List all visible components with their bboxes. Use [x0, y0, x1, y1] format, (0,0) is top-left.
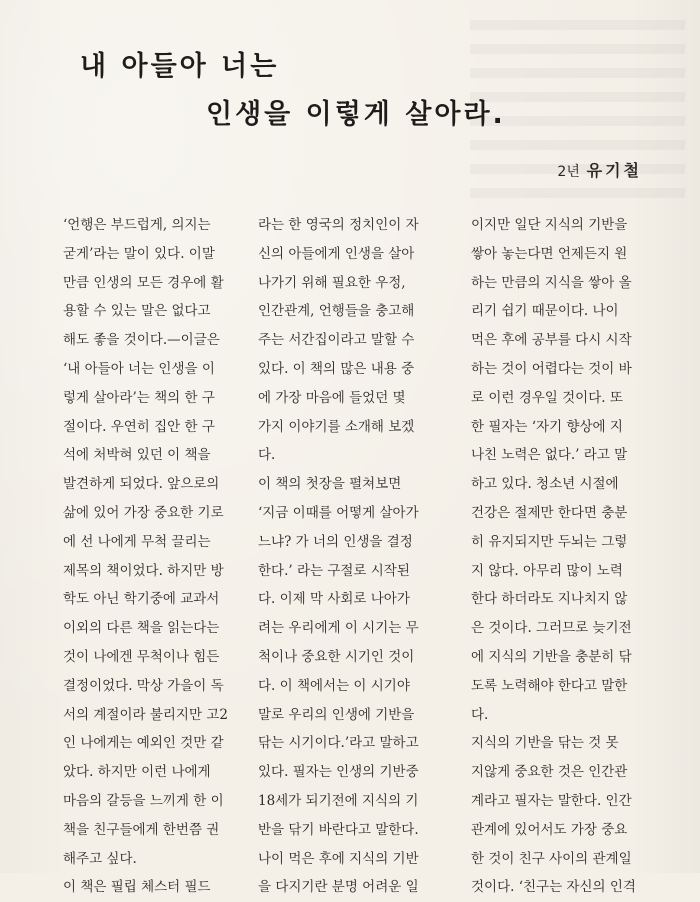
- text-line: 로 이런 경우일 것이다. 또: [471, 389, 623, 406]
- article-title-line-1: 내 아들아 너는: [80, 51, 280, 82]
- text-line: 것이 나에겐 무척이나 힘든: [63, 648, 220, 665]
- text-line: 굳게’라는 말이 있다. 이말: [63, 245, 215, 262]
- author-byline: [557, 158, 642, 181]
- text-line: 다. 이 책에서는 이 시기야: [258, 677, 410, 694]
- author-grade: 2년: [557, 164, 580, 180]
- text-line: 제목의 책이었다. 하지만 방: [63, 562, 224, 579]
- text-line: 히 유지되지만 두뇌는 그렇: [471, 533, 628, 550]
- text-line: 느냐? 가 너의 인생을 결정: [258, 533, 413, 550]
- text-line: 한 것이 친구 사이의 관계일: [471, 850, 632, 867]
- text-line: 았다. 하지만 이런 나에게: [63, 764, 211, 781]
- text-column-1: [63, 211, 233, 902]
- text-line: 렇게 살아라’는 책의 한 구: [63, 389, 215, 406]
- text-line: 신의 아들에게 인생을 살아: [258, 245, 415, 262]
- text-line: 있다. 필자는 인생의 기반중: [258, 764, 419, 781]
- text-line: 인 나에게는 예외인 것만 같: [63, 735, 224, 752]
- text-line: ‘내 아들아 너는 인생을 이: [63, 360, 215, 377]
- text-line: 발견하게 되었다. 앞으로의: [63, 476, 220, 493]
- text-line: 쌓아 놓는다면 언제든지 원: [471, 245, 628, 262]
- text-line: 해도 좋을 것이다.—이글은: [63, 332, 220, 349]
- text-line: 은 것이다. 그러므로 늦기전: [471, 620, 632, 637]
- text-line: 도록 노력해야 한다고 말한: [471, 677, 628, 694]
- text-line: 마음의 갈등을 느끼게 한 이: [63, 792, 224, 809]
- text-line: 나가기 위해 필요한 우정,: [258, 274, 406, 291]
- text-column-3: [471, 211, 641, 902]
- text-line: 지 않다. 아무리 많이 노력: [471, 562, 623, 579]
- text-line: 절이다. 우연히 집안 한 구: [63, 418, 215, 435]
- text-line: 책을 친구들에게 한번쯤 권: [63, 821, 220, 838]
- text-line: 나이 먹은 후에 지식의 기반: [258, 850, 419, 867]
- text-line: 을 다지기란 분명 어려운 일: [258, 879, 419, 896]
- text-column-2: [258, 211, 428, 902]
- text-line: 있다. 이 책의 많은 내용 중: [258, 360, 415, 377]
- text-line: 한 필자는 ‘자기 향상에 지: [471, 418, 623, 435]
- text-line: 서의 계절이라 불리지만 고2: [63, 706, 228, 723]
- text-line: 다. 이제 막 사회로 나아가: [258, 591, 410, 608]
- text-line: 척이나 중요한 시기인 것이: [258, 648, 415, 665]
- text-line: 다.: [471, 706, 489, 723]
- text-line: 학도 아닌 학기중에 교과서: [63, 591, 220, 608]
- text-line: 석에 처박혀 있던 이 책을: [63, 447, 211, 464]
- author-name: 유기철: [586, 161, 642, 180]
- text-line: 려는 우리에게 이 시기는 무: [258, 620, 419, 637]
- text-line: 결정이었다. 막상 가을이 독: [63, 677, 224, 694]
- text-line: 이 책의 첫장을 펼쳐보면: [258, 476, 402, 493]
- text-line: 이 책은 필립 체스터 필드: [63, 879, 211, 896]
- text-line: 닦는 시기이다.’라고 말하고: [258, 735, 419, 752]
- text-line: 하는 만큼의 지식을 쌓아 올: [471, 274, 632, 291]
- text-line: 나친 노력은 없다.’ 라고 말: [471, 447, 628, 464]
- text-line: 에 지식의 기반을 충분히 닦: [471, 648, 632, 665]
- text-line: 18세가 되기전에 지식의 기: [258, 792, 419, 809]
- text-line: 이지만 일단 지식의 기반을: [471, 217, 628, 233]
- text-line: 한다.’ 라는 구절로 시작된: [258, 562, 410, 579]
- text-line: 리기 쉽기 때문이다. 나이: [471, 303, 619, 320]
- text-line: 다.: [258, 447, 276, 464]
- text-line: 것이다. ‘친구는 자신의 인격: [471, 879, 636, 896]
- text-line: 하고 있다. 청소년 시절에: [471, 476, 619, 493]
- text-line: 관계에 있어서도 가장 중요: [471, 821, 628, 838]
- text-line: 에 가장 마음에 들었던 몇: [258, 389, 406, 406]
- text-line: 계라고 필자는 말한다. 인간: [471, 792, 632, 809]
- text-line: 이외의 다른 책을 읽는다는: [63, 620, 220, 637]
- text-line: 용할 수 있는 말은 없다고: [63, 303, 211, 320]
- text-line: 해주고 싶다.: [63, 850, 137, 867]
- text-line: 반을 닦기 바란다고 말한다.: [258, 821, 419, 838]
- text-line: 가지 이야기를 소개해 보겠: [258, 418, 415, 435]
- text-line: 라는 한 영국의 정치인이 자: [258, 217, 419, 233]
- text-line: 주는 서간집이라고 말할 수: [258, 332, 415, 349]
- article-title-line-2: 인생을 이렇게 살아라.: [206, 99, 506, 130]
- text-line: 말로 우리의 인생에 기반을: [258, 706, 415, 723]
- text-line: 인간관계, 언행들을 충고해: [258, 303, 415, 320]
- text-line: ‘언행은 부드럽게, 의지는: [63, 217, 211, 233]
- text-line: 지않게 중요한 것은 인간관: [471, 764, 628, 781]
- text-line: 한다 하더라도 지나치지 않: [471, 591, 628, 608]
- text-line: 에 선 나에게 무척 끌리는: [63, 533, 211, 550]
- text-line: 건강은 절제만 한다면 충분: [471, 504, 628, 521]
- text-line: 하는 것이 어렵다는 것이 바: [471, 360, 632, 377]
- text-line: ‘지금 이때를 어떻게 살아가: [258, 504, 419, 521]
- text-line: 만큼 인생의 모든 경우에 활: [63, 274, 224, 291]
- text-line: 지식의 기반을 닦는 것 못: [471, 735, 619, 752]
- text-line: 먹은 후에 공부를 다시 시작: [471, 332, 632, 349]
- text-line: 삶에 있어 가장 중요한 기로: [63, 504, 224, 521]
